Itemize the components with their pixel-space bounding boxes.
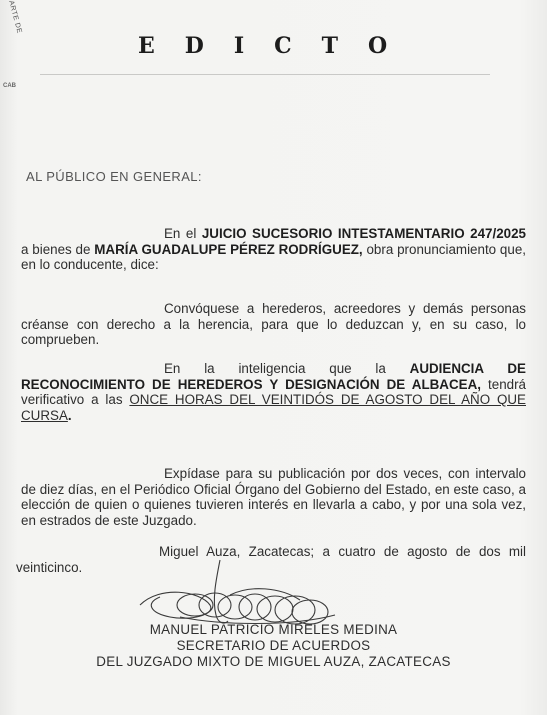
signer-court: DEL JUZGADO MIXTO DE MIGUEL AUZA, ZACATECAS: [96, 654, 451, 669]
p3-end: .: [67, 407, 72, 423]
corner-stamp-text: ARTE DE: [7, 0, 23, 35]
paragraph-convocation: [21, 301, 526, 348]
p1-tail: obra pronunciamiento que, en lo conducente, dice:: [21, 241, 526, 272]
deceased-name: MARÍA GUADALUPE PÉREZ RODRÍGUEZ,: [94, 241, 363, 257]
p1-lead: En el: [164, 226, 197, 241]
paragraph-publication: [21, 466, 526, 528]
dateline-text: Miguel Auza, Zacatecas; a cuatro de agosto de dos mil veinticinco.: [16, 544, 526, 575]
title-divider: [40, 74, 490, 75]
signer-role: SECRETARIO DE ACUERDOS: [176, 638, 371, 653]
paragraph-hearing: [21, 361, 526, 423]
p3-mid: tendrá verificativo a las: [21, 376, 526, 407]
p3-lead: En la inteligencia que la: [164, 361, 386, 376]
p2-text: Convóquese a herederos, acreedores y demás personas créanse con derecho a la herencia, para que lo deduzcan y, en su caso, lo comprueben.: [21, 301, 526, 347]
addressee-line: AL PÚBLICO EN GENERAL:: [26, 169, 202, 184]
signer-name: MANUEL PATRICIO MIRELES MEDINA: [149, 622, 398, 637]
paragraph-case-intro: [21, 226, 526, 273]
p4-text: Expídase para su publicación por dos veces, con intervalo de diez días, en el Periódico Oficial Órgano del Gobierno del Estado, en este caso, a elección de quien o quienes tuvieren interés en llevarla a cabo, y por una sola vez, en estrados de este Juzgado.: [21, 466, 526, 528]
hearing-datetime: ONCE HORAS DEL VEINTIDÓS DE AGOSTO DEL AÑO QUE CURSA: [21, 392, 526, 423]
p1-mid: a bienes de: [21, 241, 91, 257]
case-name: JUICIO SUCESORIO INTESTAMENTARIO 247/2025: [201, 226, 526, 241]
document-title: EDICTO: [138, 33, 418, 59]
corner-code: CAB: [3, 83, 16, 89]
hearing-title: AUDIENCIA DE RECONOCIMIENTO DE HEREDEROS Y DESIGNACIÓN DE ALBACEA,: [21, 361, 526, 392]
